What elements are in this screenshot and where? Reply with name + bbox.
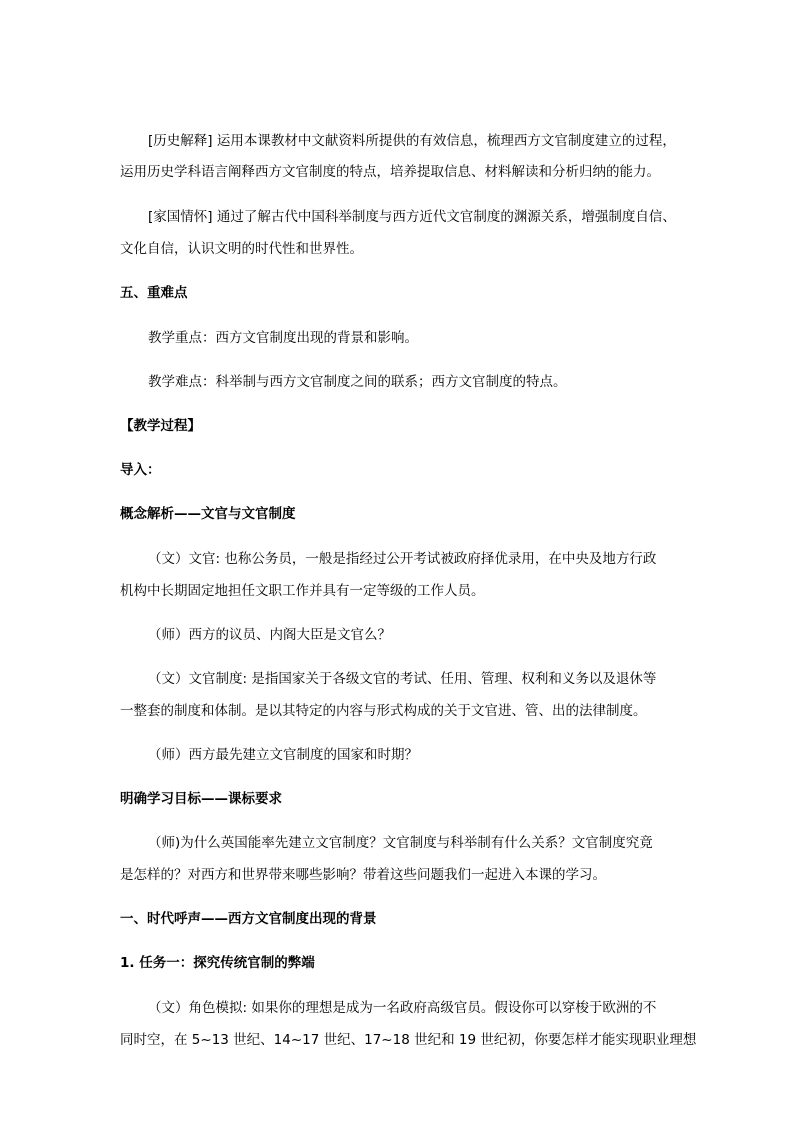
goal-line-2: 是怎样的？对西方和世界带来哪些影响？带着这些问题我们一起进入本课的学习。 <box>120 867 606 883</box>
homeland-line-1: [家国情怀] 通过了解古代中国科举制度与西方近代文官制度的渊源关系，增强制度自信、 <box>148 209 676 225</box>
civil-system-line-1: （文）文官制度: 是指国家关于各级文官的考试、任用、管理、权利和义务以及退休等 <box>148 671 657 687</box>
key-point-text: 教学重点：西方文官制度出现的背景和影响。 <box>148 330 418 346</box>
question-1: （师）西方的议员、内阁大臣是文官么？ <box>148 627 391 643</box>
question-2: （师）西方最先建立文官制度的国家和时期？ <box>148 747 418 763</box>
role-play-line-2: 同时空，在 5~13 世纪、14~17 世纪、17~18 世纪和 19 世纪初，你要怎样才能实现职业理想 <box>120 1032 697 1048</box>
process-heading: 【教学过程】 <box>120 418 201 434</box>
civil-system-line-2: 一整套的制度和体制。是以其特定的内容与形式构成的关于文官进、管、出的法律制度。 <box>120 703 647 719</box>
section1-heading: 一、时代呼声——西方文官制度出现的背景 <box>120 911 377 927</box>
goal-line-1: （师)为什么英国能率先建立文官制度？文官制度与科举制有什么关系？文官制度究竟 <box>148 835 653 851</box>
civil-servant-line-2: 机构中长期固定地担任文职工作并具有一定等级的工作人员。 <box>120 583 485 599</box>
civil-servant-line-1: （文）文官: 也称公务员，一般是指经过公开考试被政府择优录用，在中央及地方行政 <box>148 551 657 567</box>
history-explain-line-2: 运用历史学科语言阐释西方文官制度的特点，培养提取信息、材料解读和分析归纳的能力。 <box>120 164 660 180</box>
homeland-line-2: 文化自信，认识文明的时代性和世界性。 <box>120 241 363 257</box>
goal-heading: 明确学习目标——课标要求 <box>120 791 282 807</box>
history-explain-line-1: [历史解释] 运用本课教材中文献资料所提供的有效信息，梳理西方文官制度建立的过程， <box>148 133 676 149</box>
role-play-line-1: （文）角色模拟: 如果你的理想是成为一名政府高级官员。假设你可以穿梭于欧洲的不 <box>148 1000 657 1016</box>
key-points-heading: 五、重难点 <box>120 285 188 301</box>
intro-heading: 导入： <box>120 462 161 478</box>
task1-heading: 1. 任务一：探究传统官制的弊端 <box>120 955 315 971</box>
concept-heading: 概念解析——文官与文官制度 <box>120 506 296 522</box>
difficult-point-text: 教学难点：科举制与西方文官制度之间的联系；西方文官制度的特点。 <box>148 374 567 390</box>
